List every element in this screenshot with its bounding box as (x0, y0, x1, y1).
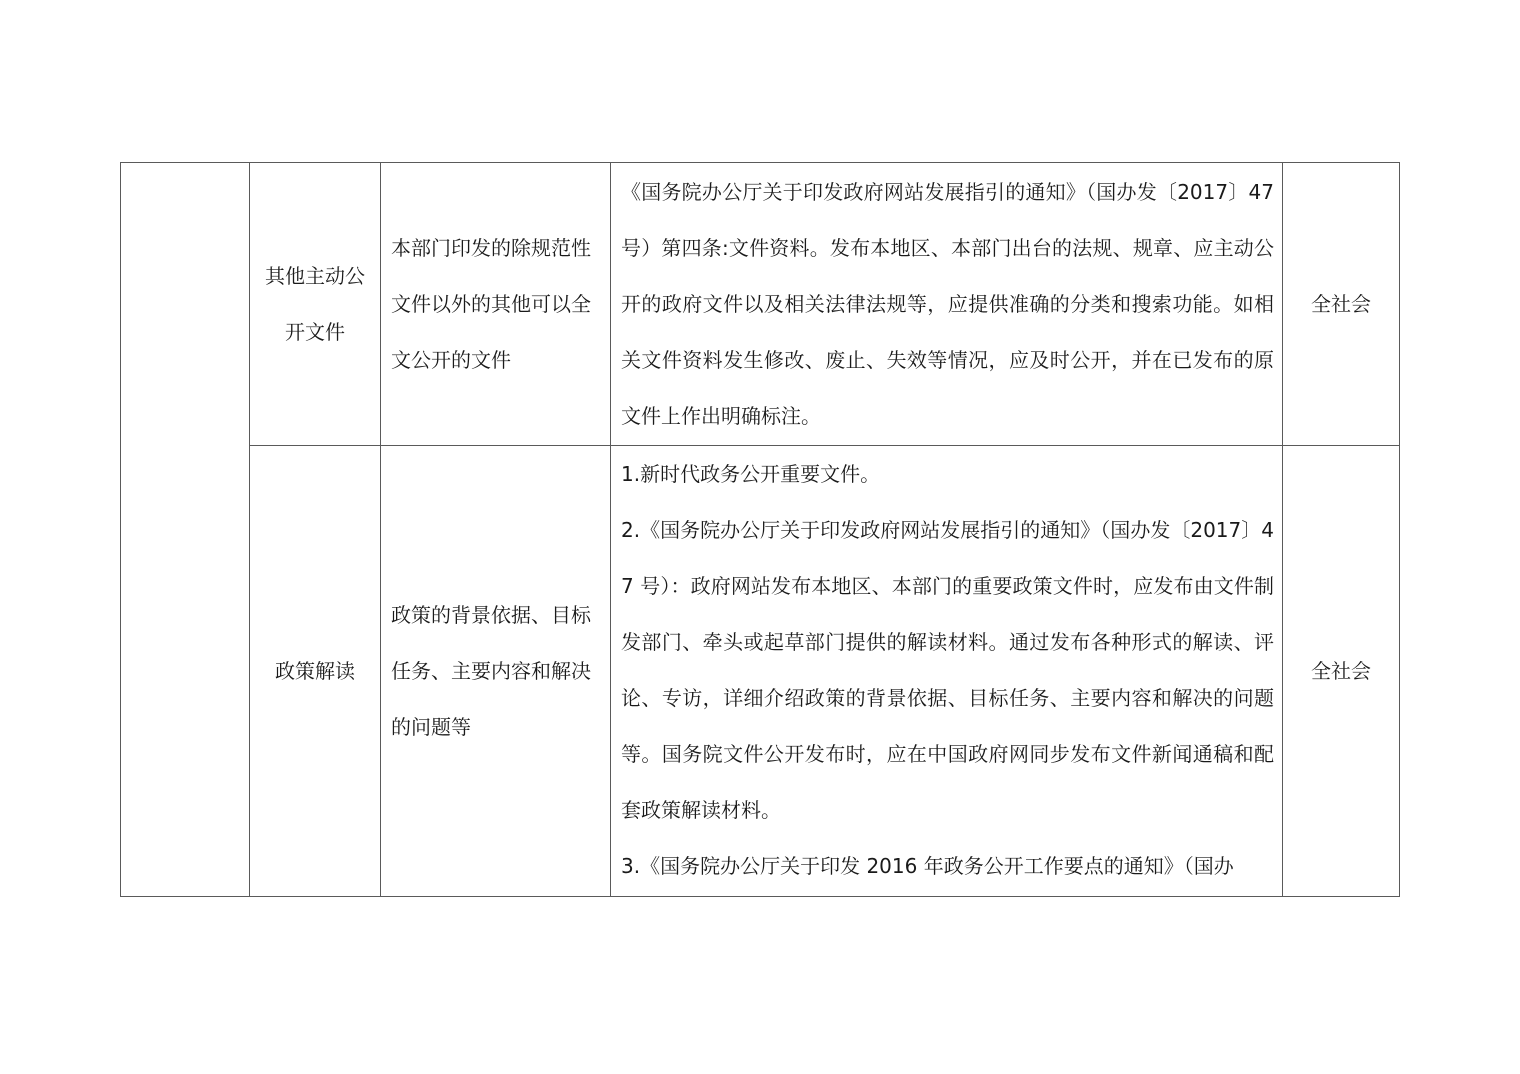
basis-cell (611, 446, 1283, 897)
basis-paragraph: 1.新时代政务公开重要文件。 (621, 462, 881, 486)
basis-paragraph: 2.《国务院办公厅关于印发政府网站发展指引的通知》（国办发〔2017〕47 号）：政府网站发布本地区、本部门的重要政策文件时，应发布由文件制发部门、牵头或起草部门提供的解读材料。通过发布各种形式的解读、评论、专访，详细介绍政策的背景依据、目标任务、主要内容和解决的问题等。国务院文件公开发布时，应在中国政府网同步发布文件新闻通稿和配套政策解读材料。 (621, 518, 1274, 822)
scope-cell: 本部门印发的除规范性文件以外的其他可以全文公开的文件 (381, 163, 611, 446)
table-row (121, 163, 1400, 446)
table-row (121, 446, 1400, 897)
disclosure-table (120, 162, 1400, 897)
merged-first-column-cell (121, 163, 250, 897)
audience-cell: 全社会 (1283, 446, 1400, 897)
audience-cell: 全社会 (1283, 163, 1400, 446)
basis-paragraph: 3.《国务院办公厅关于印发 2016 年政务公开工作要点的通知》（国办 (621, 854, 1234, 878)
basis-paragraph: 《国务院办公厅关于印发政府网站发展指引的通知》（国办发〔2017〕47 号）第四条:文件资料。发布本地区、本部门出台的法规、规章、应主动公开的政府文件以及相关法律法规等，应提供准确的分类和搜索功能。如相关文件资料发生修改、废止、失效等情况，应及时公开，并在已发布的原文件上作出明确标注。 (621, 180, 1274, 428)
category-cell: 政策解读 (250, 446, 381, 897)
scope-cell: 政策的背景依据、目标任务、主要内容和解决的问题等 (381, 446, 611, 897)
basis-cell (611, 163, 1283, 446)
category-cell: 其他主动公开文件 (250, 163, 381, 446)
